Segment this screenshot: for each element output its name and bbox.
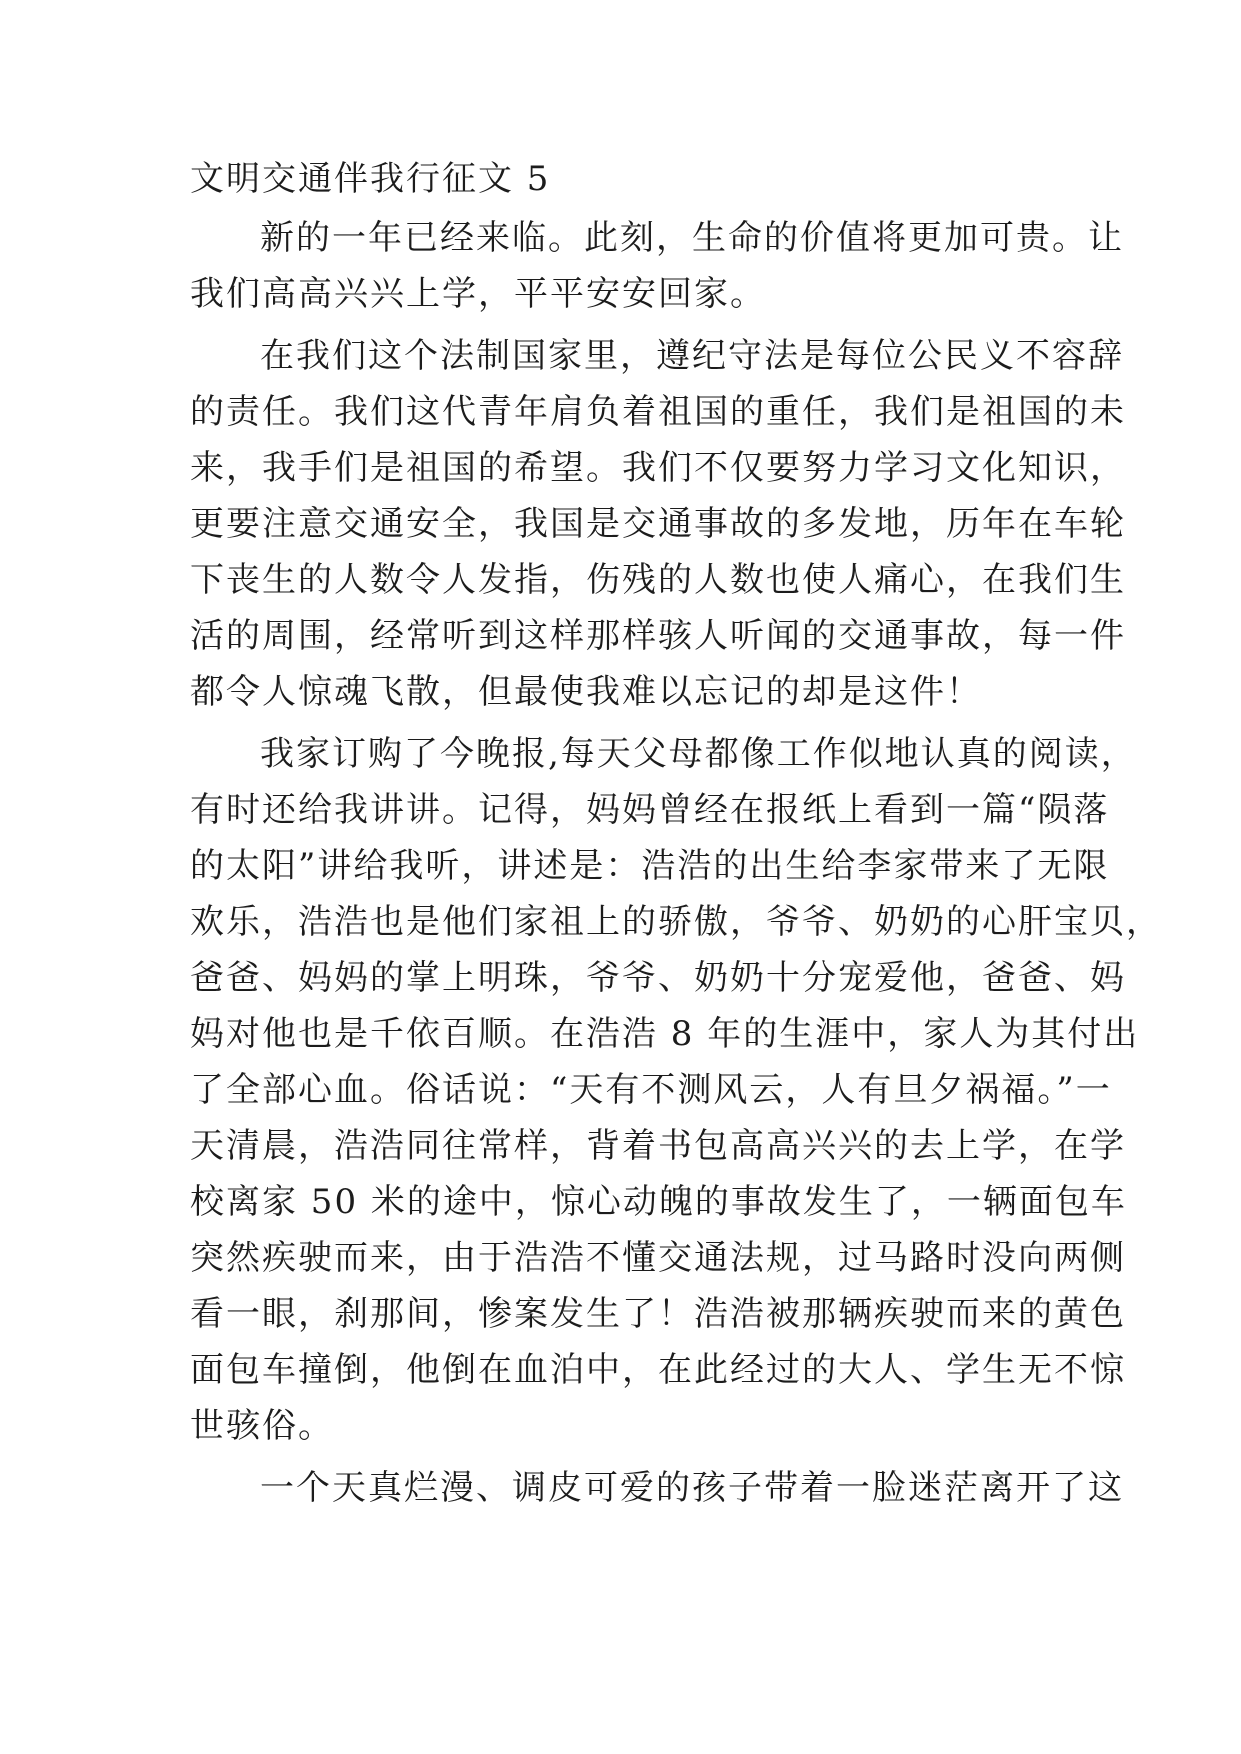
- paragraph-line: 妈对他也是千依百顺。在浩浩 8 年的生涯中，家人为其付出: [190, 1014, 1140, 1054]
- paragraph: [190, 726, 1162, 1454]
- paragraph-line: 更要注意交通安全，我国是交通事故的多发地，历年在车轮: [190, 504, 1126, 544]
- document-title: 文明交通伴我行征文 5: [190, 159, 551, 199]
- document-body: [190, 154, 1162, 1516]
- paragraph: [190, 210, 1124, 322]
- paragraph-line: 都令人惊魂飞散，但最使我难以忘记的却是这件！: [190, 672, 982, 712]
- paragraph-line: 我们高高兴兴上学，平平安安回家。: [190, 274, 766, 314]
- paragraph-line: 活的周围，经常听到这样那样骇人听闻的交通事故，每一件: [190, 616, 1126, 656]
- paragraph-line: 有时还给我讲讲。记得，妈妈曾经在报纸上看到一篇“陨落: [190, 790, 1110, 830]
- paragraph-line: 世骇俗。: [190, 1406, 334, 1446]
- paragraph-line: 面包车撞倒，他倒在血泊中，在此经过的大人、学生无不惊: [190, 1350, 1126, 1390]
- paragraph: [190, 1460, 1124, 1516]
- paragraph-line: 爸爸、妈妈的掌上明珠，爷爷、奶奶十分宠爱他，爸爸、妈: [190, 958, 1126, 998]
- paragraph-line: 下丧生的人数令人发指，伤残的人数也使人痛心，在我们生: [190, 560, 1126, 600]
- paragraph-line: 校离家 50 米的途中，惊心动魄的事故发生了，一辆面包车: [190, 1182, 1127, 1222]
- paragraph-line: 了全部心血。俗话说：“天有不测风云，人有旦夕祸福。”一: [190, 1070, 1112, 1110]
- paragraph-line: 来，我手们是祖国的希望。我们不仅要努力学习文化知识，: [190, 448, 1126, 488]
- paragraph: [190, 328, 1126, 720]
- paragraph-line: 的责任。我们这代青年肩负着祖国的重任，我们是祖国的未: [190, 392, 1126, 432]
- paragraph-line: 一个天真烂漫、调皮可爱的孩子带着一脸迷茫离开了这: [260, 1468, 1124, 1508]
- paragraph-line: 我家订购了今晚报,每天父母都像工作似地认真的阅读，: [260, 734, 1137, 774]
- paragraph-line: 突然疾驶而来，由于浩浩不懂交通法规，过马路时没向两侧: [190, 1238, 1126, 1278]
- paragraph-line: 欢乐，浩浩也是他们家祖上的骄傲，爷爷、奶奶的心肝宝贝，: [190, 902, 1162, 942]
- paragraph-line: 看一眼，刹那间，惨案发生了！浩浩被那辆疾驶而来的黄色: [190, 1294, 1126, 1334]
- paragraph-line: 的太阳”讲给我听，讲述是：浩浩的出生给李家带来了无限: [190, 846, 1110, 886]
- paragraph-line: 新的一年已经来临。此刻，生命的价值将更加可贵。让: [260, 218, 1124, 258]
- paragraph-line: 在我们这个法制国家里，遵纪守法是每位公民义不容辞: [260, 336, 1124, 376]
- paragraph-line: 天清晨，浩浩同往常样，背着书包高高兴兴的去上学，在学: [190, 1126, 1126, 1166]
